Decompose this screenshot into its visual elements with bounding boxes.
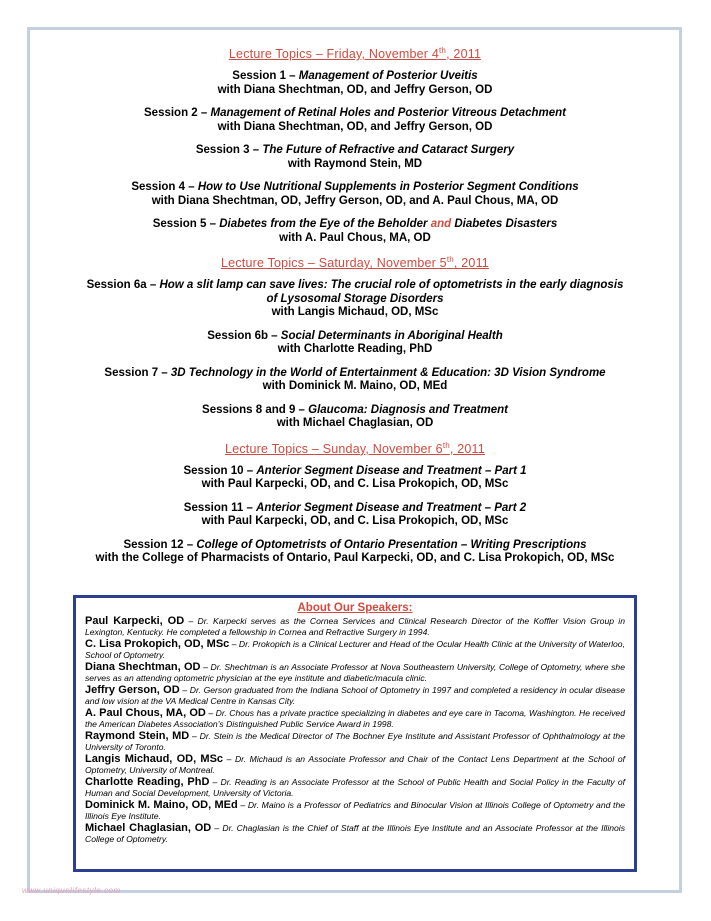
speaker-bio: Diana Shechtman, OD – Dr. Shechtman is an Associate Professor at Nova Southeastern University, College of Optometry, where she serves as an attending optometric physician at the eye institute and diabetic/macula clinic. bbox=[85, 661, 625, 683]
day-heading-sunday: Lecture Topics – Sunday, November 6th, 2011 bbox=[225, 440, 485, 456]
session-3: Session 3 – The Future of Refractive and Cataract Surgery with Raymond Stein, MD bbox=[195, 144, 515, 170]
speaker-bio: Jeffry Gerson, OD – Dr. Gerson graduated from the Indiana School of Optometry in 1997 and completed a residency in ocular disease and low vision at the VA Medical Centre in Kansas City. bbox=[85, 684, 625, 706]
speakers-box bbox=[73, 595, 637, 872]
session-6b: Session 6b – Social Determinants in Aboriginal Health with Charlotte Reading, PhD bbox=[207, 329, 503, 356]
lecture-content bbox=[40, 46, 670, 576]
day-heading-saturday: Lecture Topics – Saturday, November 5th, 2011 bbox=[221, 255, 489, 271]
speaker-bio: Michael Chaglasian, OD – Dr. Chaglasian is the Chief of Staff at the Illinois Eye Institute and an Associate Professor at the Illinois College of Optometry. bbox=[85, 822, 626, 844]
day-heading-friday: Lecture Topics – Friday, November 4th, 2011 bbox=[228, 46, 482, 62]
speaker-bio: C. Lisa Prokopich, OD, MSc – Dr. Prokopich is a Clinical Lecturer and Head of the Ocular Health Clinic at the University of Waterloo, School of Optometry. bbox=[85, 638, 625, 660]
speaker-bio: Langis Michaud, OD, MSc – Dr. Michaud is an Associate Professor and Chair of the Contact Lens Department at the School of Optometry, University of Montreal. bbox=[85, 753, 625, 775]
speakers-heading: About Our Speakers: bbox=[297, 602, 413, 614]
speaker-bio: Raymond Stein, MD – Dr. Stein is the Medical Director of The Bochner Eye Institute and Assistant Professor of Ophthalmology at the University of Toronto. bbox=[85, 730, 625, 752]
session-2: Session 2 – Management of Retinal Holes and Posterior Vitreous Detachment with Diana Shechtman, OD, and Jeffry Gerson, OD bbox=[144, 107, 566, 133]
speaker-bio: A. Paul Chous, MA, OD – Dr. Chous has a private practice specializing in diabetes and eye care in Tacoma, Washington. He received the American Diabetes Association’s Distinguished Public Service Award in 1998. bbox=[85, 707, 625, 729]
speaker-bio: Paul Karpecki, OD – Dr. Karpecki serves as the Cornea Services and Clinical Research Director of the Koffler Vision Group in Lexington, Kentucky. He completed a fellowship in Cornea and Refractive Surgery in 1994. bbox=[85, 615, 625, 637]
session-1: Session 1 – Management of Posterior Uveitis with Diana Shechtman, OD, and Jeffry Gerson, OD bbox=[217, 70, 493, 96]
speaker-bio: Dominick M. Maino, OD, MEd – Dr. Maino is a Professor of Pediatrics and Binocular Vision at Illinois College of Optometry and the Illinois Eye Institute. bbox=[85, 799, 626, 821]
session-4: Session 4 – How to Use Nutritional Supplements in Posterior Segment Conditions with Diana Shechtman, OD, Jeffry Gerson, OD, and A. Paul Chous, MA, OD bbox=[131, 181, 579, 207]
session-8-9: Sessions 8 and 9 – Glaucoma: Diagnosis and Treatment with Michael Chaglasian, OD bbox=[202, 403, 508, 430]
speaker-bio: Charlotte Reading, PhD – Dr. Reading is an Associate Professor at the School of Public Health and Social Policy in the Faculty of Human and Social Development, University of Victoria. bbox=[85, 776, 625, 798]
session-10: Session 10 – Anterior Segment Disease and Treatment – Part 1 with Paul Karpecki, OD, and C. Lisa Prokopich, OD, MSc bbox=[183, 464, 527, 491]
session-11: Session 11 – Anterior Segment Disease and Treatment – Part 2 with Paul Karpecki, OD, and C. Lisa Prokopich, OD, MSc bbox=[183, 501, 527, 528]
session-12: Session 12 – College of Optometrists of Ontario Presentation – Writing Prescriptions with the College of Pharmacists of Ontario, Paul Karpecki, OD, and C. Lisa Prokopich, OD, MSc bbox=[95, 538, 615, 565]
watermark: www.uniquelifestyle.com bbox=[22, 886, 121, 895]
session-6a: Session 6a – How a slit lamp can save lives: The crucial role of optometrists in the early diagnosis of Lysosomal Storage Disorders with Langis Michaud, OD, MSc bbox=[86, 279, 624, 319]
session-7: Session 7 – 3D Technology in the World of Entertainment & Education: 3D Vision Syndrome with Dominick M. Maino, OD, MEd bbox=[104, 366, 606, 393]
session-5: Session 5 – Diabetes from the Eye of the Beholder and Diabetes Disasters with A. Paul Chous, MA, OD bbox=[152, 218, 558, 244]
